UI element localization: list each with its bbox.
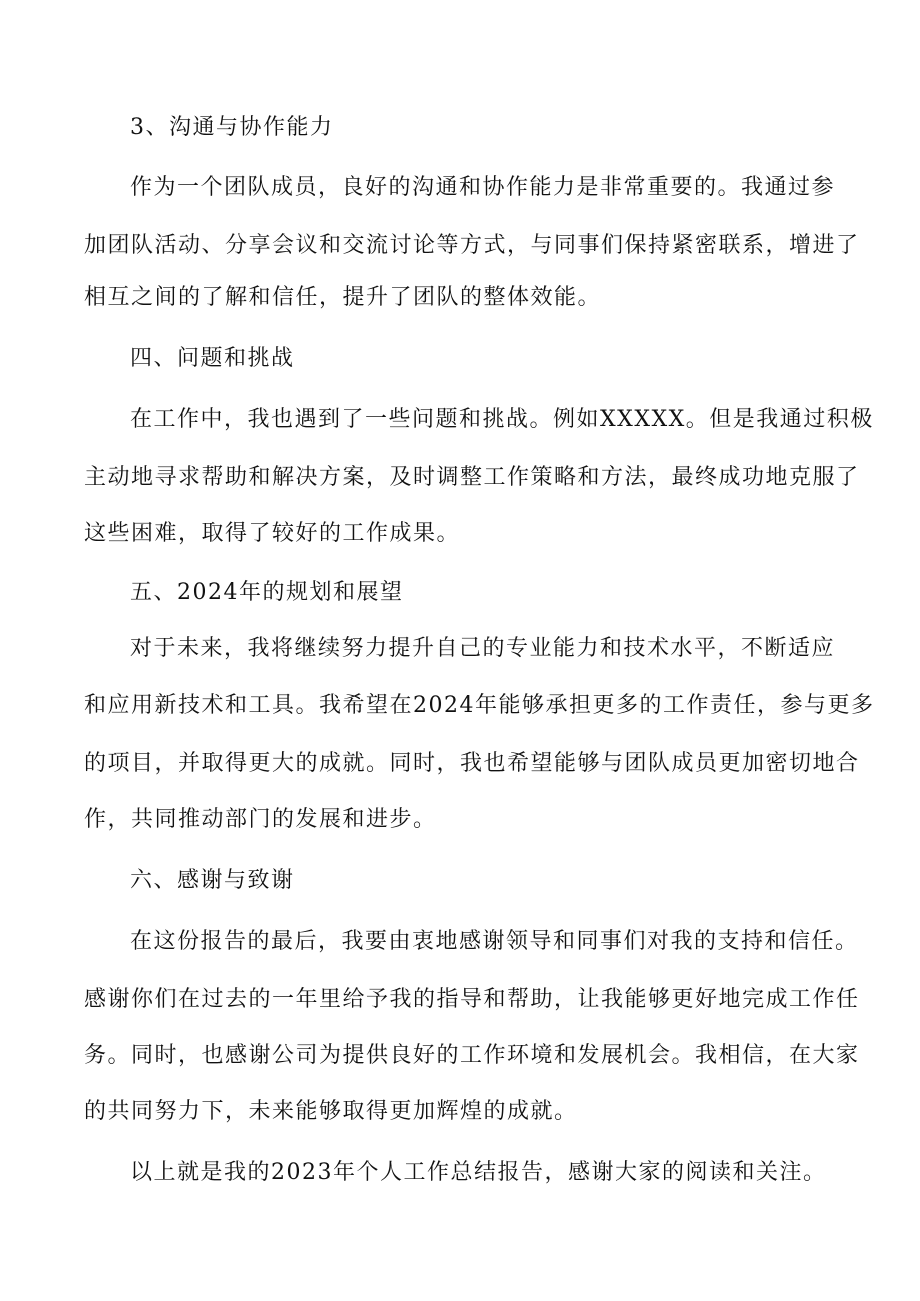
section-heading: 四、问题和挑战 — [130, 346, 295, 371]
paragraph-line: 的项目，并取得更大的成就。同时，我也希望能够与团队成员更加密切地合 — [84, 751, 860, 776]
paragraph-line: 务。同时，也感谢公司为提供良好的工作环境和发展机会。我相信，在大家 — [84, 1043, 860, 1068]
paragraph-line: 感谢你们在过去的一年里给予我的指导和帮助，让我能够更好地完成工作任 — [84, 987, 860, 1012]
paragraph-line: 对于未来，我将继续努力提升自己的专业能力和技术水平，不断适应 — [130, 636, 836, 661]
paragraph-line: 这些困难，取得了较好的工作成果。 — [84, 521, 461, 546]
closing-paragraph: 以上就是我的2023年个人工作总结报告，感谢大家的阅读和关注。 — [130, 1160, 827, 1185]
paragraph-line: 和应用新技术和工具。我希望在2024年能够承担更多的工作责任，参与更多 — [84, 693, 875, 718]
paragraph-line: 在工作中，我也遇到了一些问题和挑战。例如XXXXX。但是我通过积极 — [130, 407, 874, 432]
paragraph-line: 相互之间的了解和信任，提升了团队的整体效能。 — [84, 285, 602, 310]
paragraph-line: 作为一个团队成员，良好的沟通和协作能力是非常重要的。我通过参 — [130, 175, 836, 200]
paragraph-line: 在这份报告的最后，我要由衷地感谢领导和同事们对我的支持和信任。 — [130, 929, 859, 954]
paragraph-line: 主动地寻求帮助和解决方案，及时调整工作策略和方法，最终成功地克服了 — [84, 465, 860, 490]
paragraph-line: 作，共同推动部门的发展和进步。 — [84, 807, 437, 832]
paragraph-line: 加团队活动、分享会议和交流讨论等方式，与同事们保持紧密联系，增进了 — [84, 233, 860, 258]
section-heading: 五、2024年的规划和展望 — [130, 580, 404, 605]
paragraph-line: 的共同努力下，未来能够取得更加辉煌的成就。 — [84, 1099, 578, 1124]
section-heading: 3、沟通与协作能力 — [130, 115, 334, 140]
section-heading: 六、感谢与致谢 — [130, 868, 295, 893]
